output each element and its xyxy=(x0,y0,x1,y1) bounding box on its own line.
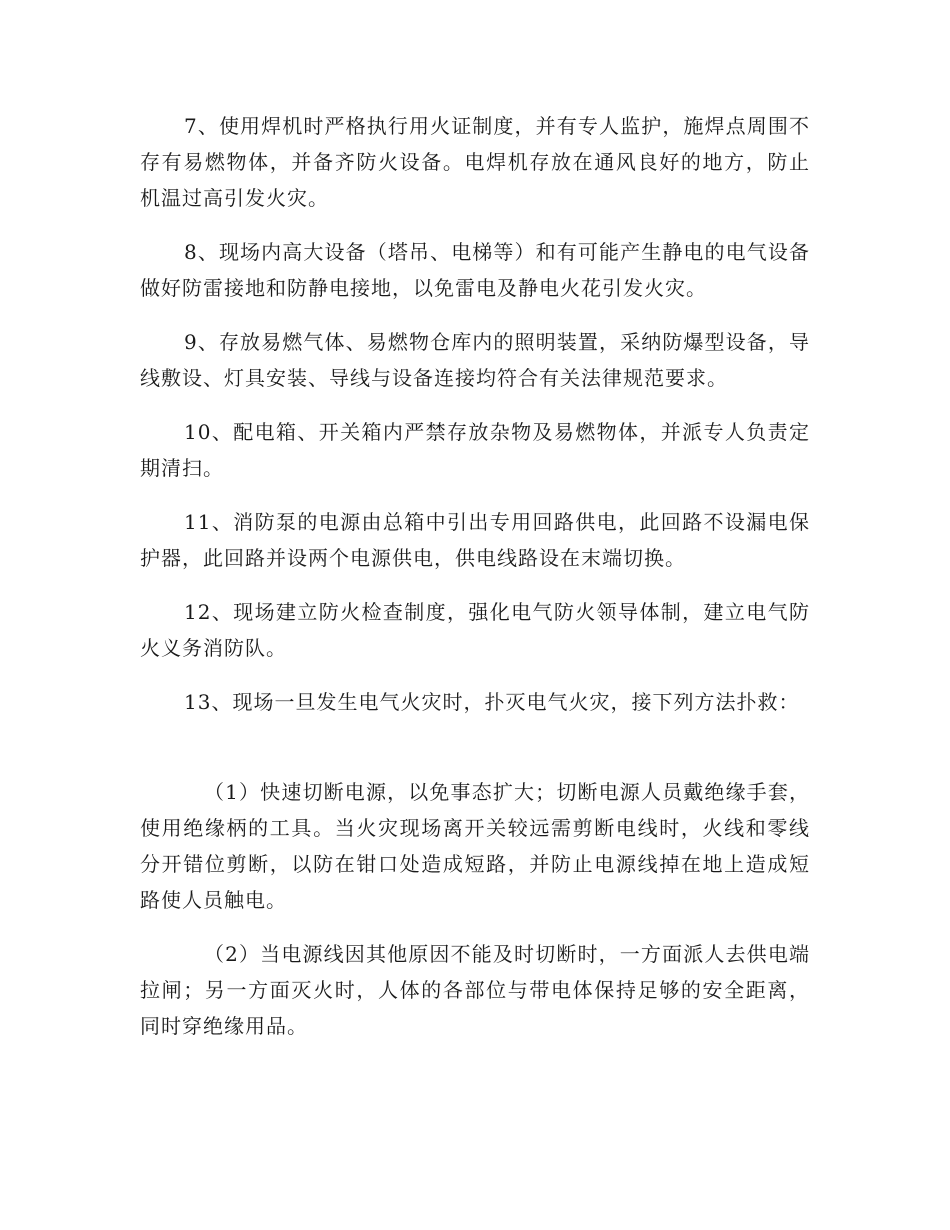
sub-item-1: （1）快速切断电源，以免事态扩大；切断电源人员戴绝缘手套，使用绝缘柄的工具。当火灾现场离开关较远需剪断电线时，火线和零线分开错位剪断，以防在钳口处造成短路，并防止电源线掉在地上造成短路使人员触电。 xyxy=(140,780,810,912)
paragraph-10: 10、配电箱、开关箱内严禁存放杂物及易燃物体，并派专人负责定期清扫。 xyxy=(140,420,810,480)
paragraph-8: 8、现场内高大设备（塔吊、电梯等）和有可能产生静电的电气设备做好防雷接地和防静电接地，以免雷电及静电火花引发火灾。 xyxy=(140,240,810,300)
sub-item-2: （2）当电源线因其他原因不能及时切断时，一方面派人去供电端拉闸；另一方面灭火时，人体的各部位与带电体保持足够的安全距离，同时穿绝缘用品。 xyxy=(140,942,810,1038)
paragraph-12: 12、现场建立防火检查制度，强化电气防火领导体制，建立电气防火义务消防队。 xyxy=(140,600,810,660)
paragraph-11: 11、消防泵的电源由总箱中引出专用回路供电，此回路不设漏电保护器，此回路并设两个电源供电，供电线路设在末端切换。 xyxy=(140,510,810,570)
paragraph-9: 9、存放易燃气体、易燃物仓库内的照明装置，采纳防爆型设备，导线敷设、灯具安装、导线与设备连接均符合有关法律规范要求。 xyxy=(140,330,810,390)
paragraph-7: 7、使用焊机时严格执行用火证制度，并有专人监护，施焊点周围不存有易燃物体，并备齐防火设备。电焊机存放在通风良好的地方，防止机温过高引发火灾。 xyxy=(140,114,810,210)
paragraph-13: 13、现场一旦发生电气火灾时，扑灭电气火灾，接下列方法扑救： xyxy=(184,690,800,714)
